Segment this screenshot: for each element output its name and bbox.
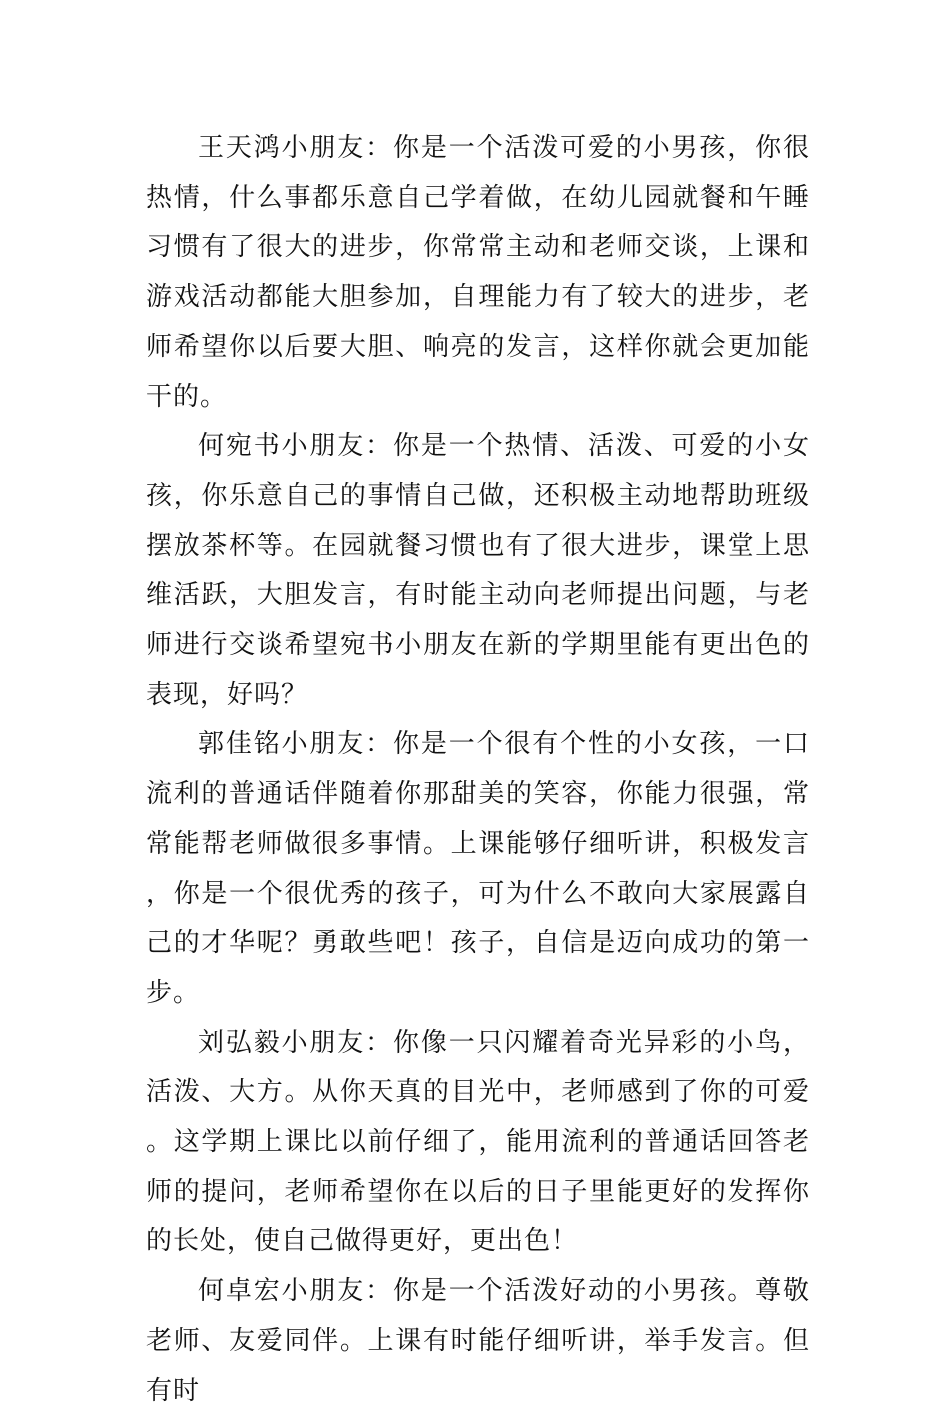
paragraph-guo-jiaming: 郭佳铭小朋友：你是一个很有个性的小女孩，一口流利的普通话伴随着你那甜美的笑容，你能力很强，常常能帮老师做很多事情。上课能够仔细听讲，积极发言，你是一个很优秀的孩子，可为什么不敢向大家展露自己的才华呢？勇敢些吧！孩子，自信是迈向成功的第一步。 xyxy=(146,729,810,1008)
document-page xyxy=(146,124,810,1416)
paragraph-liu-hongyi: 刘弘毅小朋友：你像一只闪耀着奇光异彩的小鸟，活泼、大方。从你天真的目光中，老师感到了你的可爱。这学期上课比以前仔细了，能用流利的普通话回答老师的提问，老师希望你在以后的日子里能更好的发挥你的长处，使自己做得更好，更出色！ xyxy=(146,1027,810,1257)
paragraph-wang-tianhong: 王天鸿小朋友：你是一个活泼可爱的小男孩，你很热情，什么事都乐意自己学着做，在幼儿园就餐和午睡习惯有了很大的进步，你常常主动和老师交谈，上课和游戏活动都能大胆参加，自理能力有了较大的进步，老师希望你以后要大胆、响亮的发言，这样你就会更加能干的。 xyxy=(146,133,810,412)
paragraph-he-zhuohong: 何卓宏小朋友：你是一个活泼好动的小男孩。尊敬老师、友爱同伴。上课有时能仔细听讲，举手发言。但有时 xyxy=(146,1276,810,1406)
paragraph-he-wanshu: 何宛书小朋友：你是一个热情、活泼、可爱的小女孩，你乐意自己的事情自己做，还积极主动地帮助班级摆放茶杯等。在园就餐习惯也有了很大进步，课堂上思维活跃，大胆发言，有时能主动向老师提出问题，与老师进行交谈希望宛书小朋友在新的学期里能有更出色的表现，好吗？ xyxy=(146,431,810,710)
